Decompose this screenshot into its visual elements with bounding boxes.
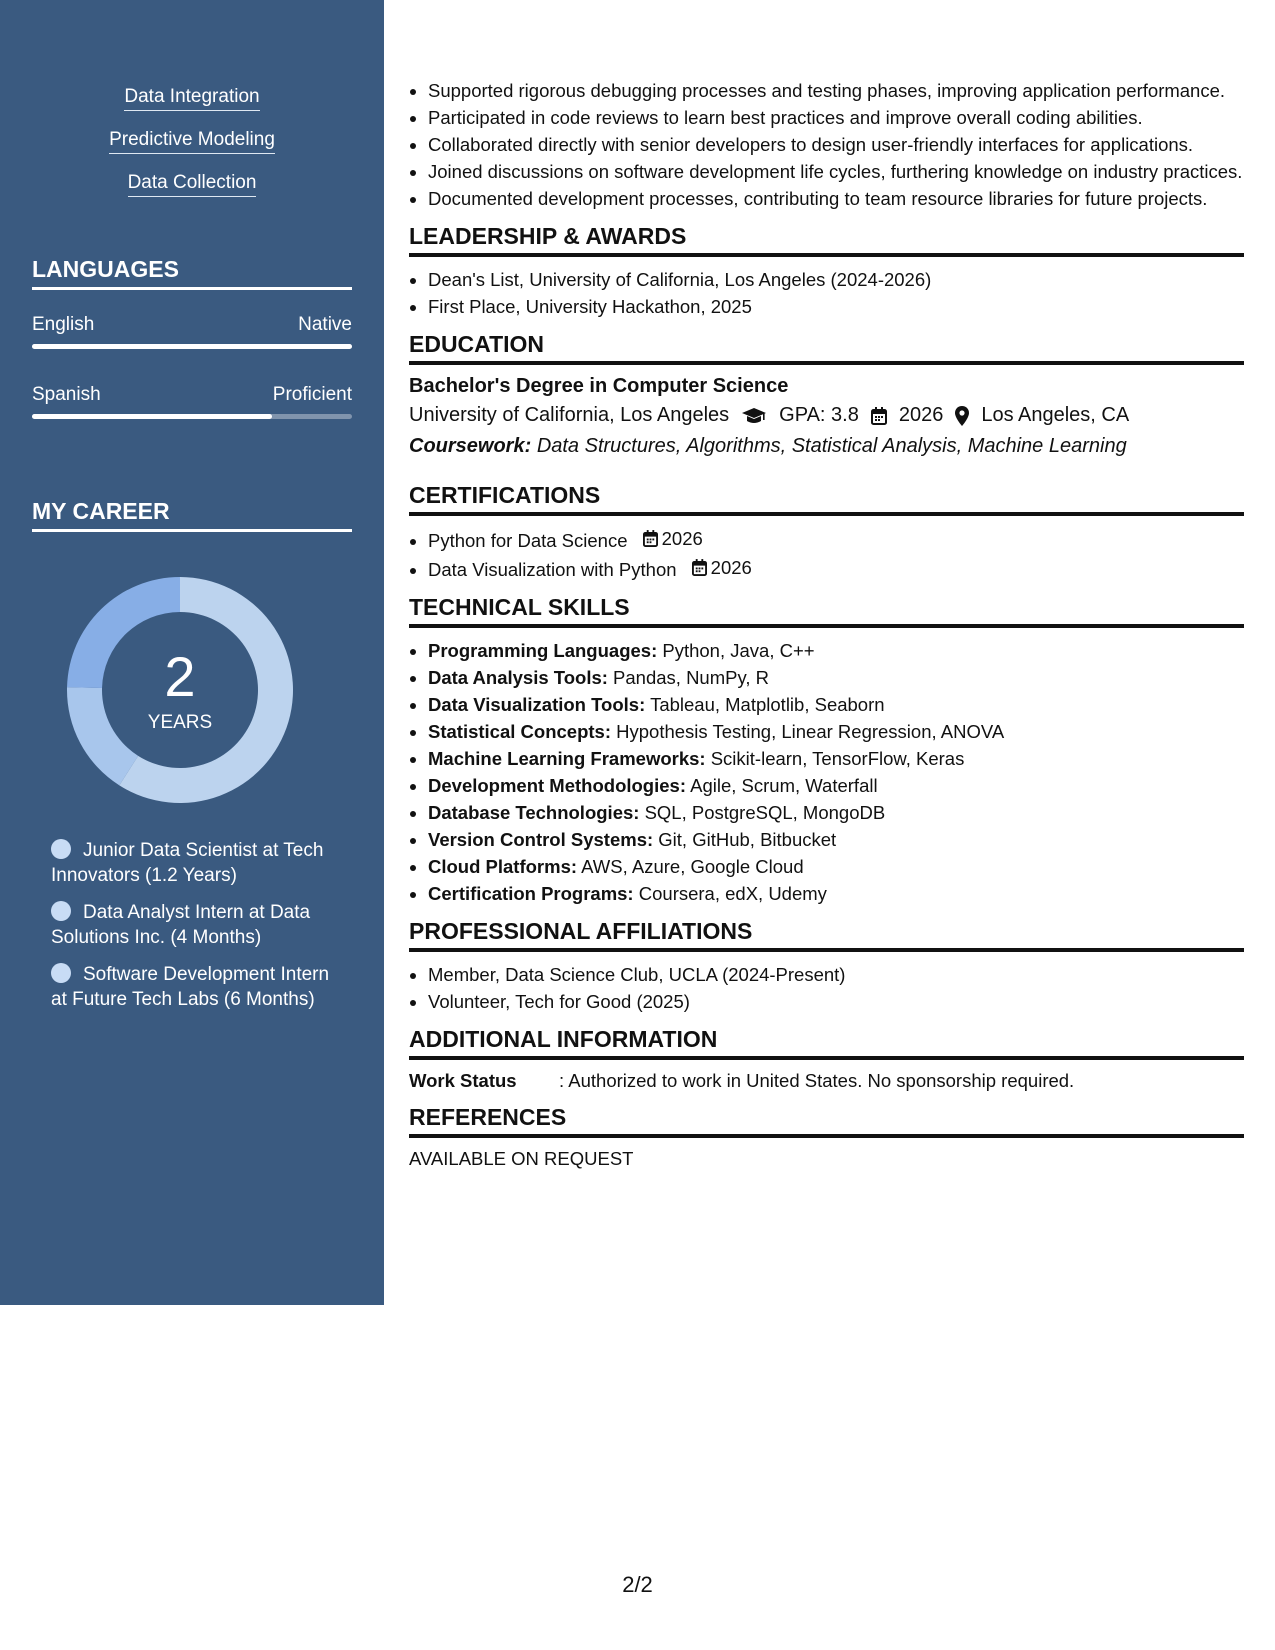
experience-bullets (409, 78, 1244, 211)
education-school: University of California, Los Angeles (409, 404, 730, 426)
skill-label: Machine Learning Frameworks: (428, 748, 706, 769)
language-bar-fill (32, 344, 352, 349)
technical-skills-list (409, 638, 1244, 906)
bullet-dot-icon (51, 901, 71, 921)
sidebar (0, 0, 384, 1305)
certification-year: 2026 (661, 528, 703, 549)
skill-value: Tableau, Matplotlib, Seaborn (650, 694, 885, 715)
skill-label: Data Visualization Tools: (428, 694, 646, 715)
skill-value: Git, GitHub, Bitbucket (658, 829, 837, 850)
list-item: • Volunteer, Tech for Good (2025) (428, 989, 1244, 1014)
career-item-text: Software Development Intern at Future Tech Labs (6 Months) (51, 964, 330, 1010)
languages-heading: LANGUAGES (32, 256, 352, 290)
education-coursework (409, 435, 1244, 458)
list-item (428, 638, 1244, 663)
skill-link-data-collection[interactable]: Data Collection (128, 172, 257, 197)
skill-value: Scikit-learn, TensorFlow, Keras (710, 748, 965, 769)
work-status-row (409, 1070, 1244, 1092)
certification-name: Data Visualization with Python (428, 559, 677, 580)
skill-value: Hypothesis Testing, Linear Regression, ANOVA (616, 721, 1005, 742)
language-row-spanish (32, 384, 352, 406)
language-level: Proficient (272, 384, 352, 405)
list-item: • Documented development processes, contributing to team resource libraries for future projects. (428, 186, 1244, 211)
career-item (51, 900, 341, 950)
language-bar-english (32, 344, 352, 349)
calendar-icon (871, 407, 887, 425)
language-name: Spanish (32, 384, 101, 405)
career-heading: MY CAREER (32, 498, 352, 532)
career-total-unit: YEARS (147, 712, 213, 733)
skill-label: Database Technologies: (428, 802, 640, 823)
coursework-label: Coursework: (409, 435, 532, 457)
language-bar-spanish (32, 414, 352, 419)
list-item (428, 854, 1244, 879)
education-details (409, 404, 1244, 427)
list-item (428, 746, 1244, 771)
education-location: Los Angeles, CA (981, 404, 1130, 426)
skill-value: Coursera, edX, Udemy (638, 883, 827, 904)
language-row-english (32, 314, 352, 336)
career-item (51, 962, 341, 1012)
leadership-list (409, 267, 1244, 319)
coursework-value: Data Structures, Algorithms, Statistical Analysis, Machine Learning (536, 435, 1127, 457)
list-item: • Participated in code reviews to learn best practices and improve overall coding abilities. (428, 105, 1244, 130)
section-heading-additional-information: ADDITIONAL INFORMATION (409, 1026, 1244, 1060)
list-item: • Collaborated directly with senior developers to design user-friendly interfaces for applications. (428, 132, 1244, 157)
list-item: • Member, Data Science Club, UCLA (2024-Present) (428, 962, 1244, 987)
skill-label: Statistical Concepts: (428, 721, 611, 742)
list-item (428, 665, 1244, 690)
education-gpa: GPA: 3.8 (779, 404, 859, 426)
donut-segment (67, 687, 138, 785)
language-bar-fill (32, 414, 272, 419)
career-item (51, 838, 341, 888)
certification-name: Python for Data Science (428, 530, 628, 551)
career-list (51, 838, 341, 1024)
skill-value: Agile, Scrum, Waterfall (690, 775, 878, 796)
main-content (409, 78, 1244, 1170)
location-pin-icon (955, 406, 969, 426)
list-item (428, 555, 1244, 582)
work-status-label: Work Status (409, 1070, 517, 1091)
list-item (428, 773, 1244, 798)
certifications-list (409, 526, 1244, 582)
list-item (428, 800, 1244, 825)
career-item-text: Data Analyst Intern at Data Solutions Inc. (4 Months) (51, 902, 311, 948)
section-heading-education: EDUCATION (409, 331, 1244, 365)
list-item: • Joined discussions on software development life cycles, furthering knowledge on industry practices. (428, 159, 1244, 184)
references-text: AVAILABLE ON REQUEST (409, 1148, 634, 1169)
skill-label: Cloud Platforms: (428, 856, 578, 877)
calendar-icon (692, 559, 707, 576)
career-total-value: 2 (164, 645, 196, 708)
list-item (428, 827, 1244, 852)
skill-label: Programming Languages: (428, 640, 658, 661)
bullet-dot-icon (51, 963, 71, 983)
skill-value: Python, Java, C++ (662, 640, 815, 661)
list-item (428, 719, 1244, 744)
skill-label: Data Analysis Tools: (428, 667, 608, 688)
skill-label: Certification Programs: (428, 883, 634, 904)
skill-link-data-integration[interactable]: Data Integration (124, 86, 259, 111)
skill-label: Development Methodologies: (428, 775, 686, 796)
list-item: • First Place, University Hackathon, 2025 (428, 294, 1244, 319)
skill-value: Pandas, NumPy, R (613, 667, 769, 688)
section-heading-leadership: LEADERSHIP & AWARDS (409, 223, 1244, 257)
language-level: Native (298, 314, 352, 335)
education-degree: Bachelor's Degree in Computer Science (409, 375, 789, 397)
graduation-cap-icon (741, 407, 767, 425)
section-heading-certifications: CERTIFICATIONS (409, 482, 1244, 516)
calendar-icon (643, 530, 658, 547)
section-heading-technical-skills: TECHNICAL SKILLS (409, 594, 1244, 628)
skill-value: SQL, PostgreSQL, MongoDB (644, 802, 886, 823)
list-item (428, 526, 1244, 553)
section-heading-affiliations: PROFESSIONAL AFFILIATIONS (409, 918, 1244, 952)
skill-value: AWS, Azure, Google Cloud (581, 856, 804, 877)
skill-label: Version Control Systems: (428, 829, 654, 850)
donut-segment (67, 577, 180, 688)
career-item-text: Junior Data Scientist at Tech Innovators (1.2 Years) (51, 840, 324, 886)
list-item (428, 881, 1244, 906)
education-year: 2026 (898, 404, 944, 426)
certification-year: 2026 (710, 557, 752, 578)
work-status-value: : Authorized to work in United States. No sponsorship required. (559, 1070, 1075, 1091)
language-name: English (32, 314, 95, 335)
list-item (428, 692, 1244, 717)
affiliations-list (409, 962, 1244, 1014)
skill-links (0, 86, 384, 215)
list-item: • Dean's List, University of California, Los Angeles (2024-2026) (428, 267, 1244, 292)
career-donut-chart (66, 576, 294, 804)
skill-link-predictive-modeling[interactable]: Predictive Modeling (109, 129, 275, 154)
list-item: • Supported rigorous debugging processes and testing phases, improving application performance. (428, 78, 1244, 103)
section-heading-references: REFERENCES (409, 1104, 1244, 1138)
page-number: 2/2 (622, 1572, 653, 1597)
bullet-dot-icon (51, 839, 71, 859)
